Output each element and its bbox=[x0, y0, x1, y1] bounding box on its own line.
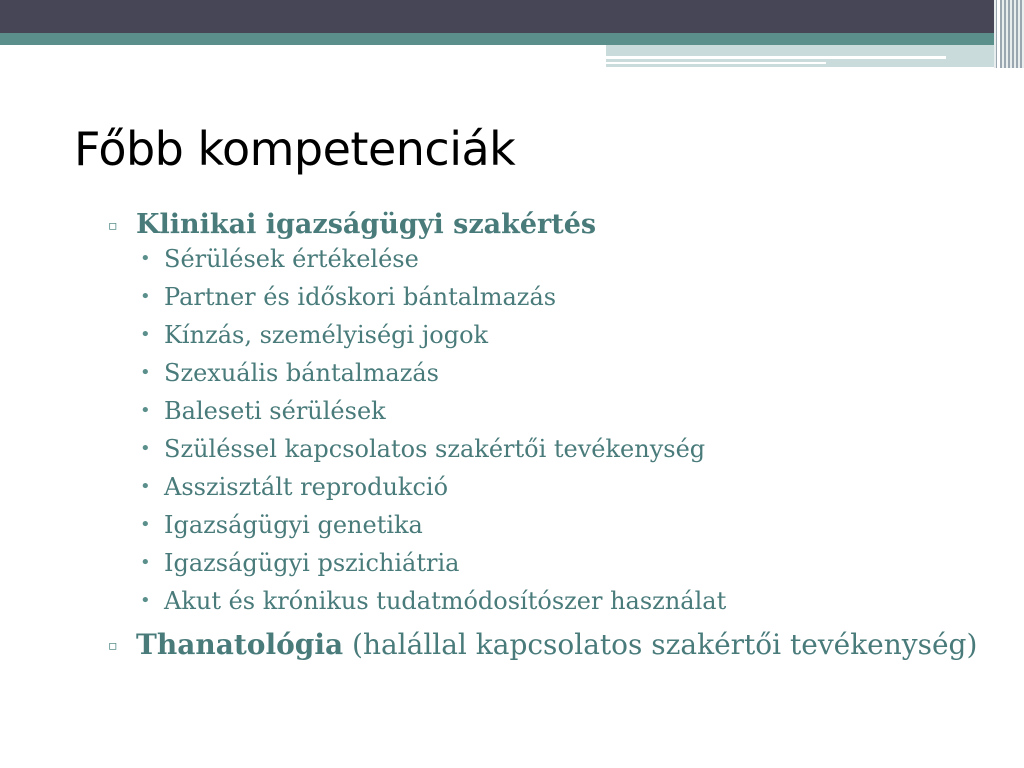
list-item-thanatologia bbox=[108, 628, 988, 662]
header-band-teal bbox=[0, 33, 1024, 45]
sub-list-item: • Partner és időskori bántalmazás bbox=[140, 283, 557, 311]
sub-list-item: • Akut és krónikus tudatmódosítószer használat bbox=[140, 587, 727, 615]
list-item-heading: Klinikai igazságügyi szakértés bbox=[136, 209, 597, 240]
dot-bullet-icon: • bbox=[140, 286, 151, 307]
list-item-description: (halállal kapcsolatos szakértői tevékenység) bbox=[343, 628, 978, 661]
bullet-list bbox=[108, 208, 988, 662]
sub-list-item: • Igazságügyi genetika bbox=[140, 511, 423, 539]
sub-list-item: • Igazságügyi pszichiátria bbox=[140, 549, 460, 577]
dot-bullet-icon: • bbox=[140, 552, 151, 573]
sub-list-item: • Szexuális bántalmazás bbox=[140, 359, 439, 387]
list-item-klinikai bbox=[108, 208, 988, 242]
square-bullet-icon: ▫ bbox=[108, 218, 118, 234]
sub-list-item: • Asszisztált reprodukció bbox=[140, 473, 449, 501]
dot-bullet-icon: • bbox=[140, 438, 151, 459]
dot-bullet-icon: • bbox=[140, 248, 151, 269]
sub-list-item: • Kínzás, személyiségi jogok bbox=[140, 321, 489, 349]
header-accent-line bbox=[606, 62, 826, 64]
dot-bullet-icon: • bbox=[140, 362, 151, 383]
header-band-dark bbox=[0, 0, 1024, 33]
header-stripes-edge bbox=[997, 0, 1000, 68]
list-item-heading: Thanatológia bbox=[136, 628, 344, 661]
dot-bullet-icon: • bbox=[140, 400, 151, 421]
sub-list-item: • Baleseti sérülések bbox=[140, 397, 386, 425]
sub-list-item: • Sérülések értékelése bbox=[140, 245, 419, 273]
dot-bullet-icon: • bbox=[140, 514, 151, 535]
header-accent-line bbox=[606, 56, 946, 59]
dot-bullet-icon: • bbox=[140, 324, 151, 345]
header-band-white bbox=[0, 45, 606, 53]
sub-list bbox=[138, 244, 988, 624]
square-bullet-icon: ▫ bbox=[108, 638, 118, 654]
dot-bullet-icon: • bbox=[140, 476, 151, 497]
slide-title: Főbb kompetenciák bbox=[74, 122, 516, 176]
sub-list-item: • Szüléssel kapcsolatos szakértői tevékenység bbox=[140, 435, 706, 463]
dot-bullet-icon: • bbox=[140, 590, 151, 611]
